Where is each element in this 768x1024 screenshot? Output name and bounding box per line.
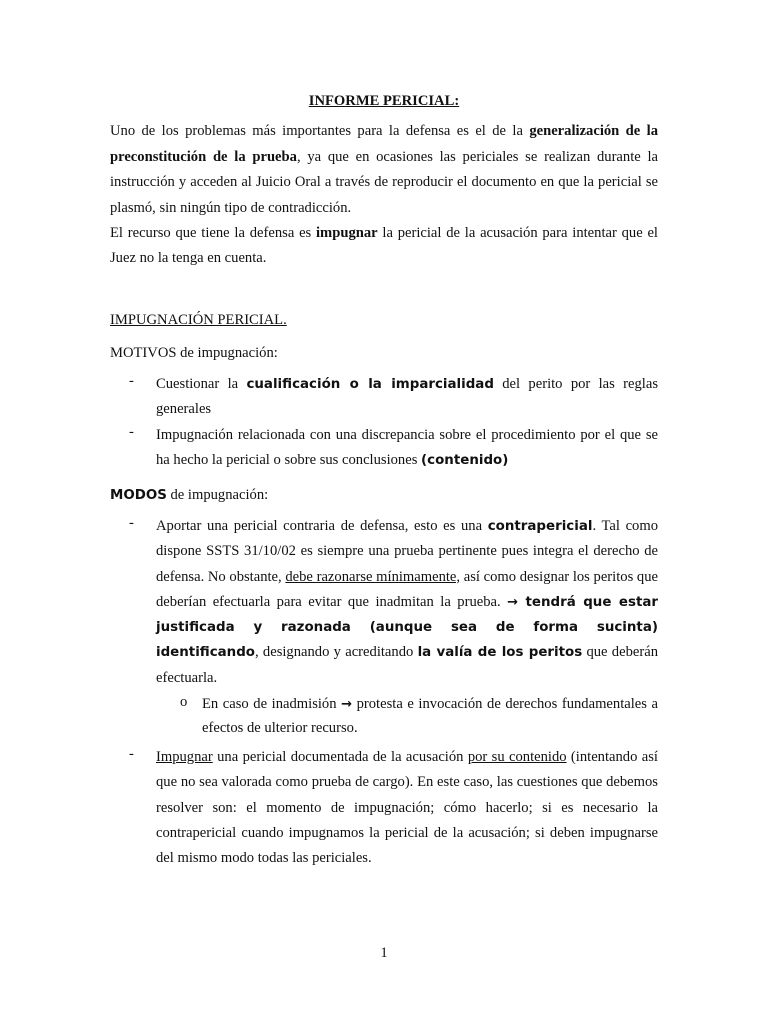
motivos-label: MOTIVOS [110, 345, 177, 361]
motivos-item-1-text-2: del perito por las reglas generales [156, 376, 659, 418]
modos-item-1-bold-3: la valía de los peritos [417, 645, 583, 661]
motivos-heading [110, 342, 658, 364]
motivos-item-2-bold: (contenido) [421, 453, 509, 469]
modos-item-2-underlined-2: por su contenido [467, 749, 567, 765]
arrow-right-icon: → [341, 697, 353, 712]
modos-item-2-text-2: (intentando así que no sea valorada como prueba de cargo). En este caso, las cuestiones que debemos resolver son: el momento de impugnación; cómo hacerlo; si es necesario la contrapericial cuando impugnamos la pericial de la acusación; si deben impugnarse del mismo modo todas las periciales. [156, 749, 658, 867]
motivos-item-1 [156, 372, 658, 423]
recurso-bold: impugnar [316, 225, 378, 241]
modos-label: MODOS [110, 488, 167, 503]
modos-item-2-underlined-1: Impugnar [156, 749, 213, 765]
recurso-paragraph [110, 221, 658, 270]
intro-bold: generalización de la preconstitución de la prueba [110, 123, 658, 165]
document-page [110, 0, 658, 1024]
modos-item-1-underlined: debe razonarse mínimamente, [285, 568, 461, 585]
modos-subitem [202, 693, 658, 740]
modos-item-1 [156, 514, 658, 691]
motivos-item-1-bold: cualificación o la imparcialidad [246, 377, 494, 392]
section-heading: IMPUGNACIÓN PERICIAL. [110, 312, 287, 328]
modos-item-1-bold-2: tendrá que estar justificada y razonada (aunque sea de forma sucinta) identificando [156, 594, 658, 661]
arrow-right-icon: → [507, 594, 519, 610]
modos-subitem-text-2: protesta e invocación de derechos fundamentales a efectos de ulterior recurso. [202, 696, 658, 736]
bullet-circle: o [180, 694, 188, 710]
modos-item-1-text-2: . Tal como dispone SSTS 31/10/02 es siempre una prueba pertinente pues integra el derecho de defensa. No obstante, [156, 518, 659, 585]
modos-item-1-bold-1: contrapericial [487, 519, 593, 534]
motivos-rest: de impugnación: [176, 345, 278, 361]
bullet-dash: - [129, 515, 134, 531]
modos-subitem-text-1: En caso de inadmisión [202, 696, 342, 712]
motivos-item-2-text: Impugnación relacionada con una discrepancia sobre el procedimiento por el que se ha hecho la pericial o sobre sus conclusiones [156, 427, 658, 469]
page-number: 1 [380, 945, 388, 961]
motivos-item-2 [156, 423, 658, 474]
document-title: INFORME PERICIAL: [308, 93, 460, 109]
modos-item-1-text-4: , designando y acreditando [255, 644, 418, 661]
modos-item-1-text-1: Aportar una pericial contraria de defensa, esto es una [156, 518, 488, 534]
bullet-dash: - [129, 746, 134, 762]
recurso-text-1: El recurso que tiene la defensa es [110, 225, 316, 241]
modos-item-1-text-5: que deberán efectuarla. [156, 644, 658, 686]
bullet-dash: - [129, 373, 134, 389]
recurso-text-2: la pericial de la acusación para intentar que el Juez no la tenga en cuenta. [110, 225, 658, 266]
modos-item-1-text-3: así como designar los peritos que deberían efectuarla para evitar que inadmitan la prueba. [156, 568, 659, 610]
bullet-dash: - [129, 424, 134, 440]
intro-text-1: Uno de los problemas más importantes para la defensa es el de la [110, 123, 530, 139]
motivos-item-1-text-1: Cuestionar la [156, 376, 247, 392]
intro-text-2: , ya que en ocasiones las periciales se realizan durante la instrucción y acceden al Juicio Oral a través de reproducir el documento en que la pericial se plasmó, sin ningún tipo de contradicción. [110, 148, 658, 216]
modos-item-2-text-1: una pericial documentada de la acusación [212, 749, 468, 765]
modos-heading [110, 484, 658, 507]
modos-rest: de impugnación: [166, 487, 269, 503]
intro-paragraph [110, 119, 658, 221]
modos-item-2 [156, 745, 658, 871]
